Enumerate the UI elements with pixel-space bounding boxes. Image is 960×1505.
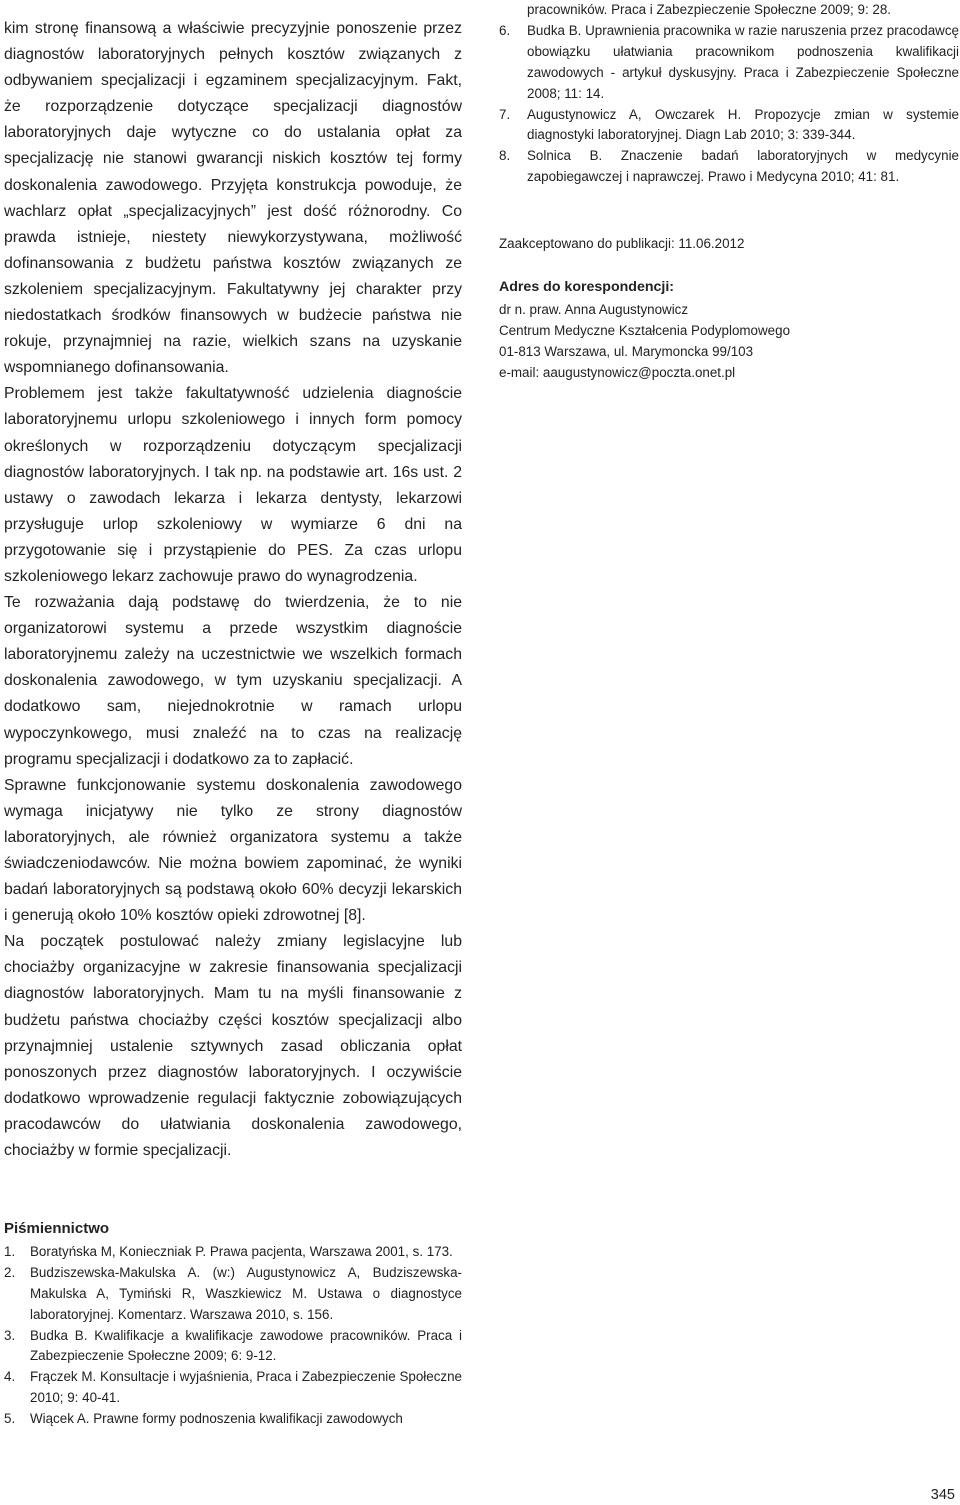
reference-item [4,1409,462,1430]
body-paragraph: Na początek postulować należy zmiany legislacyjne lub chociażby organizacyjne w zakresie finansowania specjalizacji diagnostów laboratoryjnych. Mam tu na myśli finansowanie z budżetu państwa chociażby części kosztów specjalizacji albo przynajmniej ustalenie sztywnych zasad obliczania opłat ponoszonych przez diagnostów laboratoryjnych. I oczywiście dodatkowo wprowadzenie regulacji faktycznie zobowiązujących pracodawców do ułatwiania doskonalenia zawodowego, chociażby w formie specjalizacji. [4,933,462,1160]
page-number: 345 [930,1487,955,1503]
correspondence-address: 01-813 Warszawa, ul. Marymoncka 99/103 [499,343,754,359]
reference-text: Budka B. Uprawnienia pracownika w razie naruszenia przez pracodawcę obowiązku ułatwiania pracownikom podnoszenia kwalifikacji zawodowych - artykuł dyskusyjny. Praca i Zabezpieczenie Społeczne 2008; 11: 14. [527,22,959,101]
reference-text: Budka B. Kwalifikacje a kwalifikacje zawodowe pracowników. Praca i Zabezpieczenie Społeczne 2009; 6: 9-12. [30,1327,462,1364]
reference-item [4,1263,462,1326]
body-paragraph: Te rozważania dają podstawę do twierdzenia, że to nie organizatorowi systemu a przede wszystkim diagnoście laboratoryjnemu zależy na uczestnictwie we wszelkich formach doskonalenia zawodowego, w tym uzyskaniu specjalizacji. A dodatkowo sam, niejednokrotnie w ramach urlopu wypoczynkowego, musi znaleźć na to czas na realizację programu specjalizacji i dodatkowo za to zapłacić. [4,594,462,768]
acceptance-date: Zaakceptowano do publikacji: 11.06.2012 [499,236,745,252]
body-paragraph: kim stronę finansową a właściwie precyzyjnie ponoszenie przez diagnostów laboratoryjnych pełnych kosztów związanych z odbywaniem specjalizacji i egzaminem specjalizacyjnym. Fakt, że rozporządzenie dotyczące specjalizacji diagnostów laboratoryjnych daje wytyczne co do ustalania opłat za specjalizację nie stanowi gwarancji niskich kosztów tej formy doskonalenia zawodowego. Przyjęta konstrukcja powoduje, że wachlarz opłat „specjalizacyjnych” jest dość różnorodny. Co prawda istnieje, niestety niewykorzystywana, możliwość dofinansowania z budżetu państwa kosztów związanych ze szkoleniem specjalizacyjnym. Fakultatywny jej charakter przy niedostatkach środków finansowych w budżecie państwa nie rokuje, przynajmniej na razie, wielkich szans na uzyskanie wspomnianego dofinansowania. [4,20,462,377]
right-column [499,0,959,384]
reference-text: Boratyńska M, Konieczniak P. Prawa pacjenta, Warszawa 2001, s. 173. [30,1243,453,1259]
references-heading: Piśmiennictwo [4,1220,110,1237]
reference-text: Budziszewska-Makulska A. (w:) Augustynowicz A, Budziszewska-Makulska A, Tymiński R, Waszkiewicz M. Ustawa o diagnostyce laboratoryjnej. Komentarz. Warszawa 2010, s. 156. [30,1264,462,1322]
correspondence-institution: Centrum Medyczne Kształcenia Podyplomowego [499,322,791,338]
reference-item [499,21,959,105]
correspondence-name: dr n. praw. Anna Augustynowicz [499,301,689,317]
reference-number: 6. [499,22,511,38]
reference-number: 8. [499,148,511,164]
reference-number: 7. [499,106,511,122]
reference-number: 2. [4,1264,16,1280]
reference-item [4,1367,462,1409]
reference-number: 4. [4,1369,16,1385]
reference-item [4,1242,462,1263]
correspondence-heading: Adres do korespondencji: [499,279,675,296]
main-text-column [4,16,462,1164]
reference-continuation: pracowników. Praca i Zabezpieczenie Społeczne 2009; 9: 28. [527,2,891,17]
reference-text: Augustynowicz A, Owczarek H. Propozycje zmian w systemie diagnostyki laboratoryjnej. Diagn Lab 2010; 3: 339-344. [527,106,959,143]
reference-number: 1. [4,1243,16,1259]
reference-number: 3. [4,1327,16,1343]
reference-item [4,1326,462,1368]
reference-text: Frączek M. Konsultacje i wyjaśnienia, Praca i Zabezpieczenie Społeczne 2010; 9: 40-41. [30,1369,462,1406]
correspondence-block [499,277,959,384]
reference-number: 5. [4,1411,16,1427]
reference-text: Wiącek A. Prawne formy podnoszenia kwalifikacji zawodowych [30,1411,403,1427]
reference-item [499,105,959,147]
reference-text: Solnica B. Znaczenie badań laboratoryjnych w medycynie zapobiegawczej i naprawczej. Prawo i Medycyna 2010; 41: 81. [527,148,959,185]
body-paragraph: Sprawne funkcjonowanie systemu doskonalenia zawodowego wymaga inicjatywy nie tylko ze strony diagnostów laboratoryjnych, ale również organizatora systemu a także świadczeniodawców. Nie można bowiem zapominać, że wyniki badań laboratoryjnych są podstawą około 60% decyzji lekarskich i generują około 10% kosztów opieki zdrowotnej [8]. [4,776,462,925]
body-paragraph: Problemem jest także fakultatywność udzielenia diagnoście laboratoryjnemu urlopu szkoleniowego i innych form pomocy określonych w rozporządzeniu dotyczącym specjalizacji diagnostów laboratoryjnych. I tak np. na podstawie art. 16s ust. 2 ustawy o zawodach lekarza i lekarza dentysty, lekarzowi przysługuje urlop szkoleniowy w wymiarze 6 dni na przygotowanie się i przystąpienie do PES. Za czas urlopu szkoleniowego lekarz zachowuje prawo do wynagrodzenia. [4,385,462,585]
references-section [4,1219,462,1430]
correspondence-email: e-mail: aaugustynowicz@poczta.onet.pl [499,364,736,380]
reference-item [499,146,959,188]
